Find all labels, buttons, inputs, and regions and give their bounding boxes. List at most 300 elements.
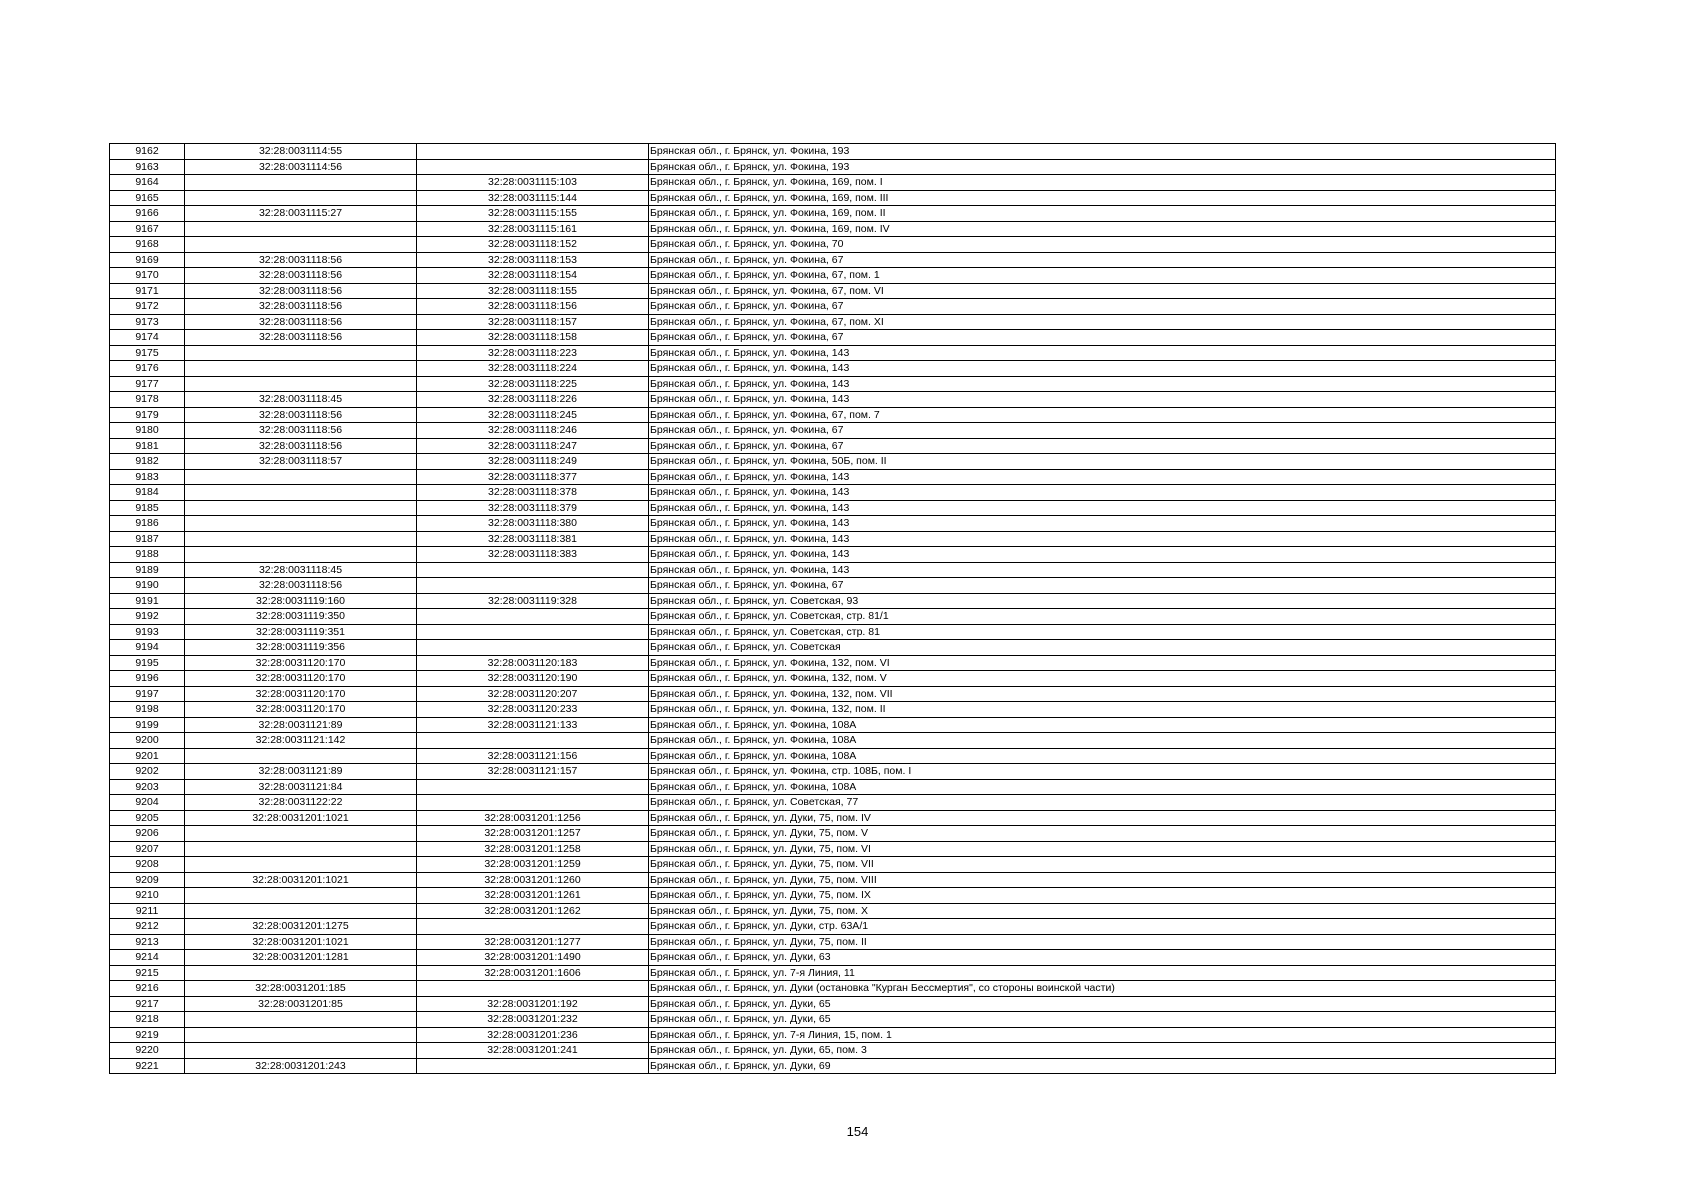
land-plot-cadastral-cell: 32:28:0031118:56 <box>185 578 417 594</box>
land-plot-cadastral-cell: 32:28:0031122:22 <box>185 795 417 811</box>
row-number-cell: 9175 <box>110 345 185 361</box>
row-number-cell: 9190 <box>110 578 185 594</box>
address-cell: Брянская обл., г. Брянск, ул. Фокина, 169, пом. III <box>649 190 1556 206</box>
land-plot-cadastral-cell: 32:28:0031118:56 <box>185 283 417 299</box>
land-plot-cadastral-cell <box>185 190 417 206</box>
row-number-cell: 9188 <box>110 547 185 563</box>
row-number-cell: 9201 <box>110 748 185 764</box>
object-cadastral-cell <box>417 795 649 811</box>
land-plot-cadastral-cell: 32:28:0031119:160 <box>185 593 417 609</box>
land-plot-cadastral-cell <box>185 857 417 873</box>
object-cadastral-cell: 32:28:0031118:245 <box>417 407 649 423</box>
object-cadastral-cell <box>417 159 649 175</box>
address-cell: Брянская обл., г. Брянск, ул. Фокина, 193 <box>649 159 1556 175</box>
land-plot-cadastral-cell <box>185 1012 417 1028</box>
table-row <box>110 1012 1556 1028</box>
row-number-cell: 9197 <box>110 686 185 702</box>
address-cell: Брянская обл., г. Брянск, ул. Фокина, 143 <box>649 531 1556 547</box>
object-cadastral-cell: 32:28:0031201:1606 <box>417 965 649 981</box>
object-cadastral-cell: 32:28:0031118:224 <box>417 361 649 377</box>
object-cadastral-cell: 32:28:0031118:226 <box>417 392 649 408</box>
address-cell: Брянская обл., г. Брянск, ул. Дуки, 63 <box>649 950 1556 966</box>
table-row <box>110 981 1556 997</box>
address-cell: Брянская обл., г. Брянск, ул. Фокина, 67 <box>649 252 1556 268</box>
object-cadastral-cell: 32:28:0031118:377 <box>417 469 649 485</box>
row-number-cell: 9171 <box>110 283 185 299</box>
row-number-cell: 9218 <box>110 1012 185 1028</box>
table-row <box>110 454 1556 470</box>
table-row <box>110 686 1556 702</box>
land-plot-cadastral-cell: 32:28:0031118:56 <box>185 438 417 454</box>
table-row <box>110 733 1556 749</box>
table-row <box>110 206 1556 222</box>
table-row <box>110 872 1556 888</box>
table-row <box>110 531 1556 547</box>
land-plot-cadastral-cell: 32:28:0031118:56 <box>185 268 417 284</box>
address-cell: Брянская обл., г. Брянск, ул. Фокина, 143 <box>649 485 1556 501</box>
land-plot-cadastral-cell: 32:28:0031120:170 <box>185 671 417 687</box>
address-cell: Брянская обл., г. Брянск, ул. Фокина, 67, пом. VI <box>649 283 1556 299</box>
land-plot-cadastral-cell: 32:28:0031120:170 <box>185 686 417 702</box>
table-row <box>110 268 1556 284</box>
address-cell: Брянская обл., г. Брянск, ул. Фокина, 143 <box>649 516 1556 532</box>
row-number-cell: 9205 <box>110 810 185 826</box>
table-row <box>110 485 1556 501</box>
land-plot-cadastral-cell: 32:28:0031201:185 <box>185 981 417 997</box>
object-cadastral-cell <box>417 578 649 594</box>
row-number-cell: 9191 <box>110 593 185 609</box>
address-cell: Брянская обл., г. Брянск, ул. Фокина, 108А <box>649 779 1556 795</box>
row-number-cell: 9200 <box>110 733 185 749</box>
row-number-cell: 9178 <box>110 392 185 408</box>
row-number-cell: 9210 <box>110 888 185 904</box>
land-plot-cadastral-cell: 32:28:0031118:56 <box>185 407 417 423</box>
land-plot-cadastral-cell <box>185 485 417 501</box>
address-cell: Брянская обл., г. Брянск, ул. Дуки, 75, пом. VII <box>649 857 1556 873</box>
row-number-cell: 9217 <box>110 996 185 1012</box>
land-plot-cadastral-cell: 32:28:0031121:84 <box>185 779 417 795</box>
address-cell: Брянская обл., г. Брянск, ул. Фокина, 67 <box>649 578 1556 594</box>
table-row <box>110 593 1556 609</box>
address-cell: Брянская обл., г. Брянск, ул. Фокина, 143 <box>649 562 1556 578</box>
row-number-cell: 9194 <box>110 640 185 656</box>
row-number-cell: 9181 <box>110 438 185 454</box>
object-cadastral-cell: 32:28:0031201:1277 <box>417 934 649 950</box>
table-row <box>110 299 1556 315</box>
row-number-cell: 9195 <box>110 655 185 671</box>
registry-table <box>109 143 1556 1074</box>
row-number-cell: 9180 <box>110 423 185 439</box>
object-cadastral-cell <box>417 640 649 656</box>
address-cell: Брянская обл., г. Брянск, ул. Фокина, 193 <box>649 144 1556 160</box>
address-cell: Брянская обл., г. Брянск, ул. Дуки, 65 <box>649 996 1556 1012</box>
row-number-cell: 9187 <box>110 531 185 547</box>
row-number-cell: 9214 <box>110 950 185 966</box>
object-cadastral-cell: 32:28:0031201:1261 <box>417 888 649 904</box>
table-row <box>110 888 1556 904</box>
object-cadastral-cell: 32:28:0031118:158 <box>417 330 649 346</box>
land-plot-cadastral-cell: 32:28:0031118:56 <box>185 299 417 315</box>
object-cadastral-cell: 32:28:0031118:156 <box>417 299 649 315</box>
row-number-cell: 9165 <box>110 190 185 206</box>
land-plot-cadastral-cell: 32:28:0031118:56 <box>185 252 417 268</box>
land-plot-cadastral-cell <box>185 221 417 237</box>
address-cell: Брянская обл., г. Брянск, ул. Дуки, 75, пом. IV <box>649 810 1556 826</box>
land-plot-cadastral-cell <box>185 516 417 532</box>
table-row <box>110 1043 1556 1059</box>
table-row <box>110 795 1556 811</box>
row-number-cell: 9204 <box>110 795 185 811</box>
object-cadastral-cell: 32:28:0031115:161 <box>417 221 649 237</box>
object-cadastral-cell: 32:28:0031115:103 <box>417 175 649 191</box>
land-plot-cadastral-cell: 32:28:0031119:351 <box>185 624 417 640</box>
object-cadastral-cell: 32:28:0031120:183 <box>417 655 649 671</box>
table-row <box>110 717 1556 733</box>
address-cell: Брянская обл., г. Брянск, ул. Дуки, 75, пом. IX <box>649 888 1556 904</box>
row-number-cell: 9176 <box>110 361 185 377</box>
object-cadastral-cell: 32:28:0031201:1262 <box>417 903 649 919</box>
object-cadastral-cell: 32:28:0031118:247 <box>417 438 649 454</box>
land-plot-cadastral-cell <box>185 531 417 547</box>
table-row <box>110 562 1556 578</box>
land-plot-cadastral-cell: 32:28:0031120:170 <box>185 655 417 671</box>
registry-table-body <box>110 144 1556 1074</box>
land-plot-cadastral-cell: 32:28:0031118:56 <box>185 314 417 330</box>
object-cadastral-cell <box>417 1058 649 1074</box>
row-number-cell: 9185 <box>110 500 185 516</box>
land-plot-cadastral-cell <box>185 903 417 919</box>
row-number-cell: 9186 <box>110 516 185 532</box>
row-number-cell: 9212 <box>110 919 185 935</box>
address-cell: Брянская обл., г. Брянск, ул. Фокина, 67 <box>649 438 1556 454</box>
address-cell: Брянская обл., г. Брянск, ул. Фокина, стр. 108Б, пом. I <box>649 764 1556 780</box>
address-cell: Брянская обл., г. Брянск, ул. Советская, 77 <box>649 795 1556 811</box>
row-number-cell: 9207 <box>110 841 185 857</box>
address-cell: Брянская обл., г. Брянск, ул. Фокина, 70 <box>649 237 1556 253</box>
table-row <box>110 764 1556 780</box>
land-plot-cadastral-cell <box>185 175 417 191</box>
table-row <box>110 345 1556 361</box>
table-row <box>110 919 1556 935</box>
row-number-cell: 9208 <box>110 857 185 873</box>
land-plot-cadastral-cell: 32:28:0031114:56 <box>185 159 417 175</box>
object-cadastral-cell: 32:28:0031201:1258 <box>417 841 649 857</box>
row-number-cell: 9220 <box>110 1043 185 1059</box>
table-row <box>110 655 1556 671</box>
row-number-cell: 9167 <box>110 221 185 237</box>
object-cadastral-cell: 32:28:0031201:1490 <box>417 950 649 966</box>
land-plot-cadastral-cell: 32:28:0031201:1021 <box>185 810 417 826</box>
object-cadastral-cell <box>417 919 649 935</box>
page-number: 154 <box>846 1124 869 1139</box>
table-row <box>110 314 1556 330</box>
object-cadastral-cell: 32:28:0031118:381 <box>417 531 649 547</box>
address-cell: Брянская обл., г. Брянск, ул. Советская, стр. 81 <box>649 624 1556 640</box>
address-cell: Брянская обл., г. Брянск, ул. Фокина, 108А <box>649 748 1556 764</box>
row-number-cell: 9189 <box>110 562 185 578</box>
land-plot-cadastral-cell <box>185 469 417 485</box>
object-cadastral-cell: 32:28:0031201:1257 <box>417 826 649 842</box>
row-number-cell: 9179 <box>110 407 185 423</box>
object-cadastral-cell <box>417 609 649 625</box>
table-row <box>110 237 1556 253</box>
table-row <box>110 810 1556 826</box>
address-cell: Брянская обл., г. Брянск, ул. Дуки, 75, пом. V <box>649 826 1556 842</box>
address-cell: Брянская обл., г. Брянск, ул. Дуки, 75, пом. VIII <box>649 872 1556 888</box>
table-row <box>110 392 1556 408</box>
table-row <box>110 578 1556 594</box>
address-cell: Брянская обл., г. Брянск, ул. Дуки, 65, пом. 3 <box>649 1043 1556 1059</box>
land-plot-cadastral-cell <box>185 841 417 857</box>
object-cadastral-cell: 32:28:0031201:236 <box>417 1027 649 1043</box>
address-cell: Брянская обл., г. Брянск, ул. Дуки, 75, пом. X <box>649 903 1556 919</box>
registry-table-container <box>109 143 1556 1074</box>
land-plot-cadastral-cell: 32:28:0031201:1021 <box>185 872 417 888</box>
table-row <box>110 965 1556 981</box>
table-row <box>110 252 1556 268</box>
address-cell: Брянская обл., г. Брянск, ул. Советская <box>649 640 1556 656</box>
land-plot-cadastral-cell: 32:28:0031119:356 <box>185 640 417 656</box>
object-cadastral-cell: 32:28:0031120:190 <box>417 671 649 687</box>
address-cell: Брянская обл., г. Брянск, ул. Фокина, 67 <box>649 330 1556 346</box>
object-cadastral-cell: 32:28:0031121:157 <box>417 764 649 780</box>
row-number-cell: 9182 <box>110 454 185 470</box>
row-number-cell: 9192 <box>110 609 185 625</box>
row-number-cell: 9198 <box>110 702 185 718</box>
land-plot-cadastral-cell <box>185 748 417 764</box>
row-number-cell: 9203 <box>110 779 185 795</box>
land-plot-cadastral-cell <box>185 500 417 516</box>
row-number-cell: 9213 <box>110 934 185 950</box>
address-cell: Брянская обл., г. Брянск, ул. Фокина, 132, пом. II <box>649 702 1556 718</box>
land-plot-cadastral-cell: 32:28:0031121:89 <box>185 717 417 733</box>
land-plot-cadastral-cell: 32:28:0031201:1021 <box>185 934 417 950</box>
address-cell: Брянская обл., г. Брянск, ул. Советская, 93 <box>649 593 1556 609</box>
address-cell: Брянская обл., г. Брянск, ул. Советская, стр. 81/1 <box>649 609 1556 625</box>
row-number-cell: 9168 <box>110 237 185 253</box>
object-cadastral-cell <box>417 733 649 749</box>
land-plot-cadastral-cell <box>185 345 417 361</box>
table-row <box>110 361 1556 377</box>
object-cadastral-cell: 32:28:0031118:152 <box>417 237 649 253</box>
table-row <box>110 609 1556 625</box>
land-plot-cadastral-cell: 32:28:0031201:243 <box>185 1058 417 1074</box>
row-number-cell: 9162 <box>110 144 185 160</box>
land-plot-cadastral-cell: 32:28:0031118:45 <box>185 562 417 578</box>
land-plot-cadastral-cell: 32:28:0031120:170 <box>185 702 417 718</box>
object-cadastral-cell: 32:28:0031120:233 <box>417 702 649 718</box>
table-row <box>110 330 1556 346</box>
table-row <box>110 144 1556 160</box>
land-plot-cadastral-cell: 32:28:0031114:55 <box>185 144 417 160</box>
land-plot-cadastral-cell: 32:28:0031201:1275 <box>185 919 417 935</box>
row-number-cell: 9206 <box>110 826 185 842</box>
address-cell: Брянская обл., г. Брянск, ул. Дуки, 65 <box>649 1012 1556 1028</box>
object-cadastral-cell: 32:28:0031118:249 <box>417 454 649 470</box>
object-cadastral-cell: 32:28:0031118:379 <box>417 500 649 516</box>
row-number-cell: 9202 <box>110 764 185 780</box>
table-row <box>110 423 1556 439</box>
address-cell: Брянская обл., г. Брянск, ул. Фокина, 169, пом. IV <box>649 221 1556 237</box>
row-number-cell: 9174 <box>110 330 185 346</box>
address-cell: Брянская обл., г. Брянск, ул. Фокина, 132, пом. V <box>649 671 1556 687</box>
row-number-cell: 9219 <box>110 1027 185 1043</box>
object-cadastral-cell <box>417 624 649 640</box>
land-plot-cadastral-cell <box>185 237 417 253</box>
object-cadastral-cell: 32:28:0031121:156 <box>417 748 649 764</box>
object-cadastral-cell <box>417 144 649 160</box>
table-row <box>110 547 1556 563</box>
land-plot-cadastral-cell: 32:28:0031118:56 <box>185 330 417 346</box>
table-row <box>110 996 1556 1012</box>
object-cadastral-cell: 32:28:0031118:378 <box>417 485 649 501</box>
address-cell: Брянская обл., г. Брянск, ул. Фокина, 132, пом. VI <box>649 655 1556 671</box>
object-cadastral-cell: 32:28:0031118:153 <box>417 252 649 268</box>
land-plot-cadastral-cell <box>185 361 417 377</box>
address-cell: Брянская обл., г. Брянск, ул. Фокина, 67, пом. 1 <box>649 268 1556 284</box>
address-cell: Брянская обл., г. Брянск, ул. Фокина, 50Б, пом. II <box>649 454 1556 470</box>
object-cadastral-cell: 32:28:0031201:232 <box>417 1012 649 1028</box>
table-row <box>110 934 1556 950</box>
table-row <box>110 221 1556 237</box>
table-row <box>110 950 1556 966</box>
object-cadastral-cell: 32:28:0031118:383 <box>417 547 649 563</box>
address-cell: Брянская обл., г. Брянск, ул. Фокина, 143 <box>649 345 1556 361</box>
object-cadastral-cell: 32:28:0031118:154 <box>417 268 649 284</box>
address-cell: Брянская обл., г. Брянск, ул. Фокина, 67, пом. XI <box>649 314 1556 330</box>
object-cadastral-cell: 32:28:0031118:225 <box>417 376 649 392</box>
address-cell: Брянская обл., г. Брянск, ул. Дуки, 75, пом. II <box>649 934 1556 950</box>
object-cadastral-cell: 32:28:0031121:133 <box>417 717 649 733</box>
address-cell: Брянская обл., г. Брянск, ул. Дуки (остановка "Курган Бессмертия", со стороны воинской части) <box>649 981 1556 997</box>
table-row <box>110 1058 1556 1074</box>
table-row <box>110 376 1556 392</box>
table-row <box>110 640 1556 656</box>
address-cell: Брянская обл., г. Брянск, ул. Фокина, 67 <box>649 299 1556 315</box>
object-cadastral-cell: 32:28:0031201:192 <box>417 996 649 1012</box>
land-plot-cadastral-cell: 32:28:0031118:45 <box>185 392 417 408</box>
land-plot-cadastral-cell: 32:28:0031118:57 <box>185 454 417 470</box>
row-number-cell: 9170 <box>110 268 185 284</box>
object-cadastral-cell <box>417 779 649 795</box>
land-plot-cadastral-cell <box>185 965 417 981</box>
row-number-cell: 9173 <box>110 314 185 330</box>
land-plot-cadastral-cell <box>185 1043 417 1059</box>
row-number-cell: 9184 <box>110 485 185 501</box>
object-cadastral-cell: 32:28:0031119:328 <box>417 593 649 609</box>
address-cell: Брянская обл., г. Брянск, ул. Фокина, 143 <box>649 469 1556 485</box>
table-row <box>110 748 1556 764</box>
address-cell: Брянская обл., г. Брянск, ул. Фокина, 132, пом. VII <box>649 686 1556 702</box>
object-cadastral-cell: 32:28:0031118:380 <box>417 516 649 532</box>
land-plot-cadastral-cell: 32:28:0031121:142 <box>185 733 417 749</box>
row-number-cell: 9216 <box>110 981 185 997</box>
address-cell: Брянская обл., г. Брянск, ул. Фокина, 169, пом. II <box>649 206 1556 222</box>
table-row <box>110 438 1556 454</box>
row-number-cell: 9211 <box>110 903 185 919</box>
table-row <box>110 407 1556 423</box>
land-plot-cadastral-cell: 32:28:0031118:56 <box>185 423 417 439</box>
object-cadastral-cell: 32:28:0031201:1256 <box>417 810 649 826</box>
address-cell: Брянская обл., г. Брянск, ул. Фокина, 67 <box>649 423 1556 439</box>
row-number-cell: 9209 <box>110 872 185 888</box>
row-number-cell: 9166 <box>110 206 185 222</box>
table-row <box>110 469 1556 485</box>
row-number-cell: 9169 <box>110 252 185 268</box>
object-cadastral-cell: 32:28:0031201:241 <box>417 1043 649 1059</box>
land-plot-cadastral-cell <box>185 1027 417 1043</box>
object-cadastral-cell: 32:28:0031115:144 <box>417 190 649 206</box>
address-cell: Брянская обл., г. Брянск, ул. Фокина, 143 <box>649 547 1556 563</box>
object-cadastral-cell: 32:28:0031201:1259 <box>417 857 649 873</box>
object-cadastral-cell: 32:28:0031115:155 <box>417 206 649 222</box>
land-plot-cadastral-cell <box>185 888 417 904</box>
table-row <box>110 841 1556 857</box>
table-row <box>110 624 1556 640</box>
land-plot-cadastral-cell <box>185 547 417 563</box>
row-number-cell: 9199 <box>110 717 185 733</box>
table-row <box>110 516 1556 532</box>
row-number-cell: 9172 <box>110 299 185 315</box>
land-plot-cadastral-cell: 32:28:0031201:1281 <box>185 950 417 966</box>
object-cadastral-cell: 32:28:0031201:1260 <box>417 872 649 888</box>
land-plot-cadastral-cell <box>185 826 417 842</box>
object-cadastral-cell <box>417 981 649 997</box>
address-cell: Брянская обл., г. Брянск, ул. 7-я Линия, 11 <box>649 965 1556 981</box>
address-cell: Брянская обл., г. Брянск, ул. Фокина, 143 <box>649 392 1556 408</box>
address-cell: Брянская обл., г. Брянск, ул. Фокина, 108А <box>649 733 1556 749</box>
address-cell: Брянская обл., г. Брянск, ул. Фокина, 143 <box>649 361 1556 377</box>
row-number-cell: 9183 <box>110 469 185 485</box>
address-cell: Брянская обл., г. Брянск, ул. Фокина, 108А <box>649 717 1556 733</box>
row-number-cell: 9215 <box>110 965 185 981</box>
table-row <box>110 702 1556 718</box>
row-number-cell: 9164 <box>110 175 185 191</box>
address-cell: Брянская обл., г. Брянск, ул. Фокина, 169, пом. I <box>649 175 1556 191</box>
address-cell: Брянская обл., г. Брянск, ул. Дуки, стр. 63А/1 <box>649 919 1556 935</box>
table-row <box>110 190 1556 206</box>
table-row <box>110 857 1556 873</box>
address-cell: Брянская обл., г. Брянск, ул. Дуки, 69 <box>649 1058 1556 1074</box>
land-plot-cadastral-cell: 32:28:0031121:89 <box>185 764 417 780</box>
land-plot-cadastral-cell: 32:28:0031115:27 <box>185 206 417 222</box>
table-row <box>110 903 1556 919</box>
table-row <box>110 283 1556 299</box>
row-number-cell: 9193 <box>110 624 185 640</box>
table-row <box>110 779 1556 795</box>
address-cell: Брянская обл., г. Брянск, ул. Фокина, 143 <box>649 376 1556 392</box>
table-row <box>110 175 1556 191</box>
object-cadastral-cell: 32:28:0031118:157 <box>417 314 649 330</box>
object-cadastral-cell: 32:28:0031118:246 <box>417 423 649 439</box>
object-cadastral-cell: 32:28:0031120:207 <box>417 686 649 702</box>
object-cadastral-cell: 32:28:0031118:223 <box>417 345 649 361</box>
table-row <box>110 671 1556 687</box>
row-number-cell: 9196 <box>110 671 185 687</box>
row-number-cell: 9177 <box>110 376 185 392</box>
address-cell: Брянская обл., г. Брянск, ул. Фокина, 143 <box>649 500 1556 516</box>
land-plot-cadastral-cell: 32:28:0031119:350 <box>185 609 417 625</box>
address-cell: Брянская обл., г. Брянск, ул. Фокина, 67, пом. 7 <box>649 407 1556 423</box>
object-cadastral-cell: 32:28:0031118:155 <box>417 283 649 299</box>
table-row <box>110 1027 1556 1043</box>
table-row <box>110 159 1556 175</box>
row-number-cell: 9221 <box>110 1058 185 1074</box>
land-plot-cadastral-cell: 32:28:0031201:85 <box>185 996 417 1012</box>
address-cell: Брянская обл., г. Брянск, ул. Дуки, 75, пом. VI <box>649 841 1556 857</box>
table-row <box>110 500 1556 516</box>
table-row <box>110 826 1556 842</box>
